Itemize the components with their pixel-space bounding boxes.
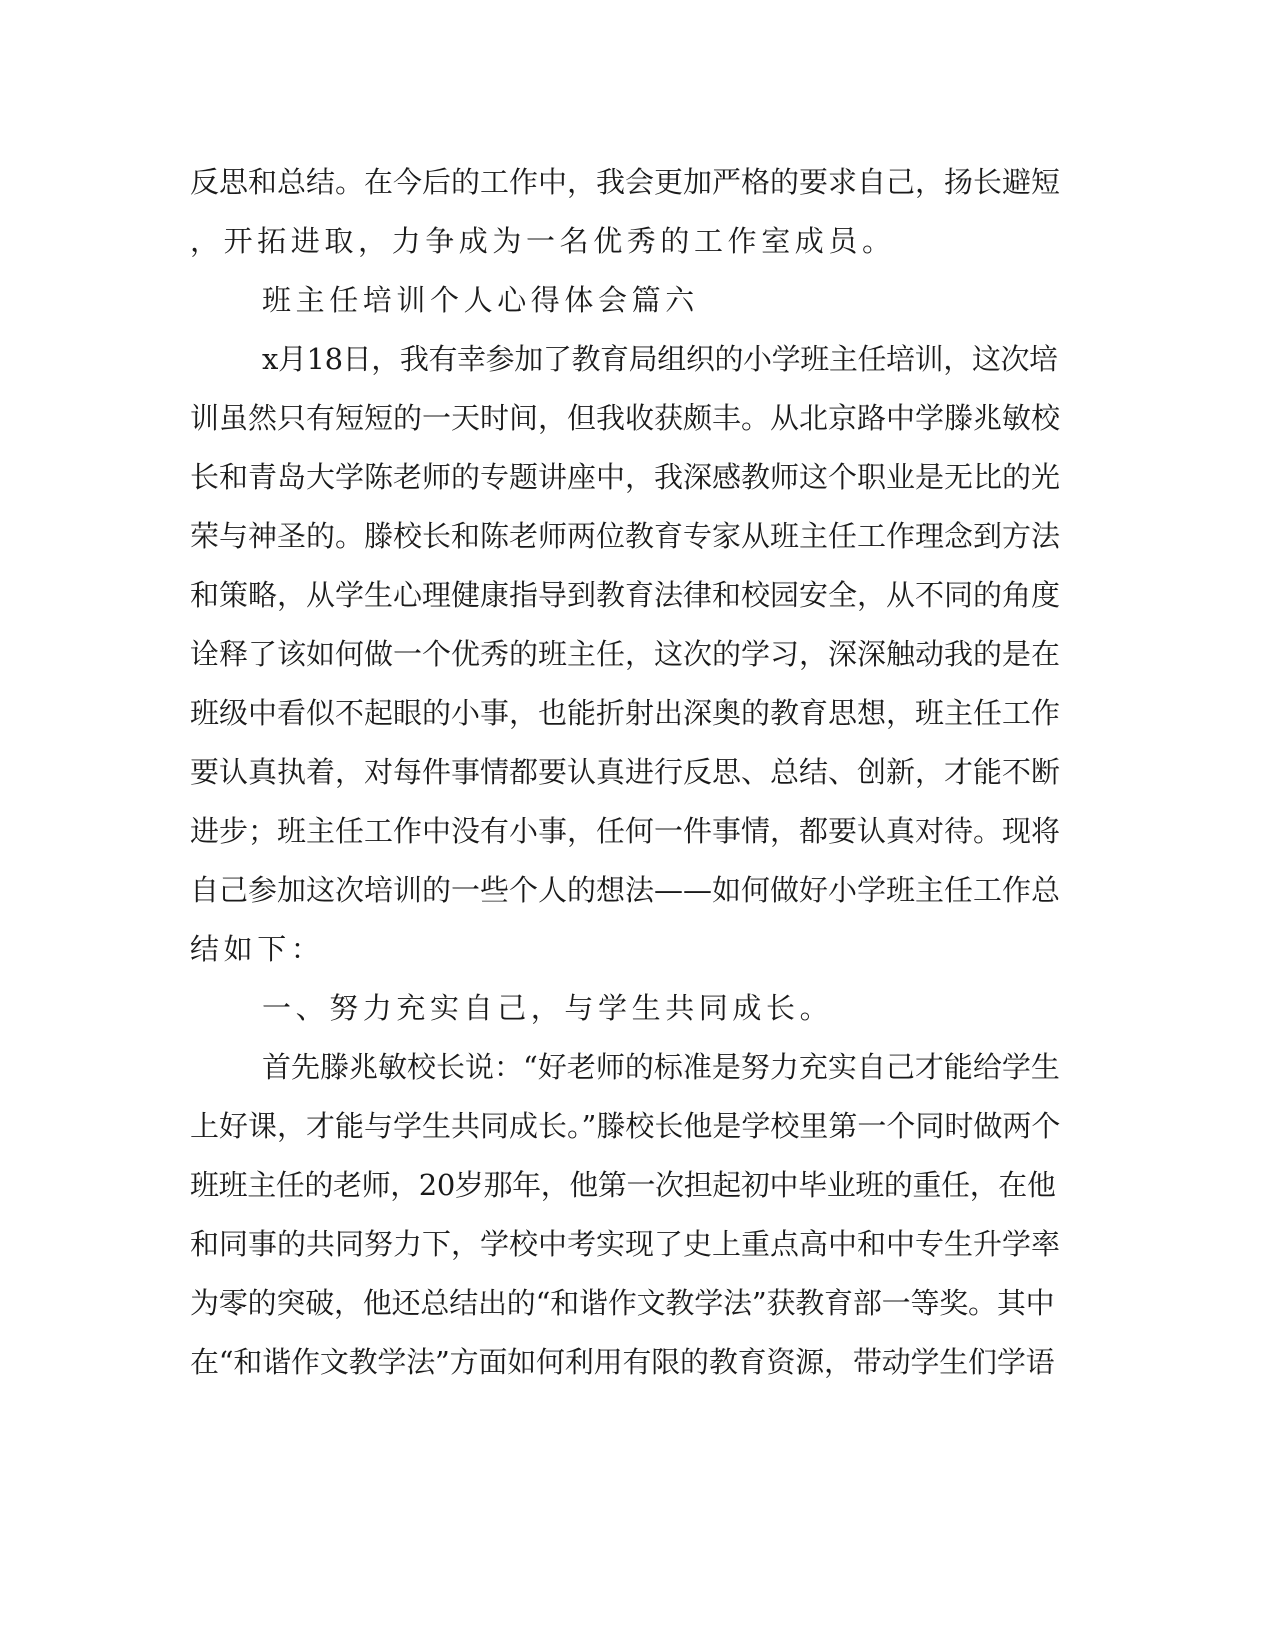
- text-line: 在“和谐作文教学法”方面如何利用有限的教育资源，带动学生们学语: [190, 1345, 1055, 1379]
- text-line: x月18日，我有幸参加了教育局组织的小学班主任培训，这次培: [262, 342, 1058, 376]
- text-line: 首先滕兆敏校长说：“好老师的标准是努力充实自己才能给学生: [262, 1050, 1060, 1084]
- text-line: 荣与神圣的。滕校长和陈老师两位教育专家从班主任工作理念到方法: [190, 519, 1061, 553]
- text-line: 反思和总结。在今后的工作中，我会更加严格的要求自己，扬长避短: [190, 165, 1061, 199]
- subsection-heading: 一、努力充实自己，与学生共同成长。: [262, 991, 834, 1025]
- text-line: ，开拓进取，力争成为一名优秀的工作室成员。: [190, 224, 896, 258]
- text-line: 自己参加这次培训的一些个人的想法——如何做好小学班主任工作总: [190, 873, 1061, 907]
- text-line: 和同事的共同努力下，学校中考实现了史上重点高中和中专生升学率: [190, 1227, 1061, 1261]
- text-line: 上好课，才能与学生共同成长。”滕校长他是学校里第一个同时做两个: [190, 1109, 1061, 1143]
- text-line: 结如下：: [190, 932, 325, 966]
- text-line: 班班主任的老师，20岁那年，他第一次担起初中毕业班的重任，在他: [190, 1168, 1056, 1202]
- text-line: 和策略，从学生心理健康指导到教育法律和校园安全，从不同的角度: [190, 578, 1061, 612]
- text-line: 训虽然只有短短的一天时间，但我收获颇丰。从北京路中学滕兆敏校: [190, 401, 1061, 435]
- text-line: 诠释了该如何做一个优秀的班主任，这次的学习，深深触动我的是在: [190, 637, 1061, 671]
- section-heading: 班主任培训个人心得体会篇六: [262, 283, 699, 317]
- text-line: 要认真执着，对每件事情都要认真进行反思、总结、创新，才能不断: [190, 755, 1061, 789]
- text-line: 班级中看似不起眼的小事，也能折射出深奥的教育思想，班主任工作: [190, 696, 1061, 730]
- text-line: 进步；班主任工作中没有小事，任何一件事情，都要认真对待。现将: [190, 814, 1061, 848]
- text-line: 为零的突破，他还总结出的“和谐作文教学法”获教育部一等奖。其中: [190, 1286, 1055, 1320]
- text-line: 长和青岛大学陈老师的专题讲座中，我深感教师这个职业是无比的光: [190, 460, 1061, 494]
